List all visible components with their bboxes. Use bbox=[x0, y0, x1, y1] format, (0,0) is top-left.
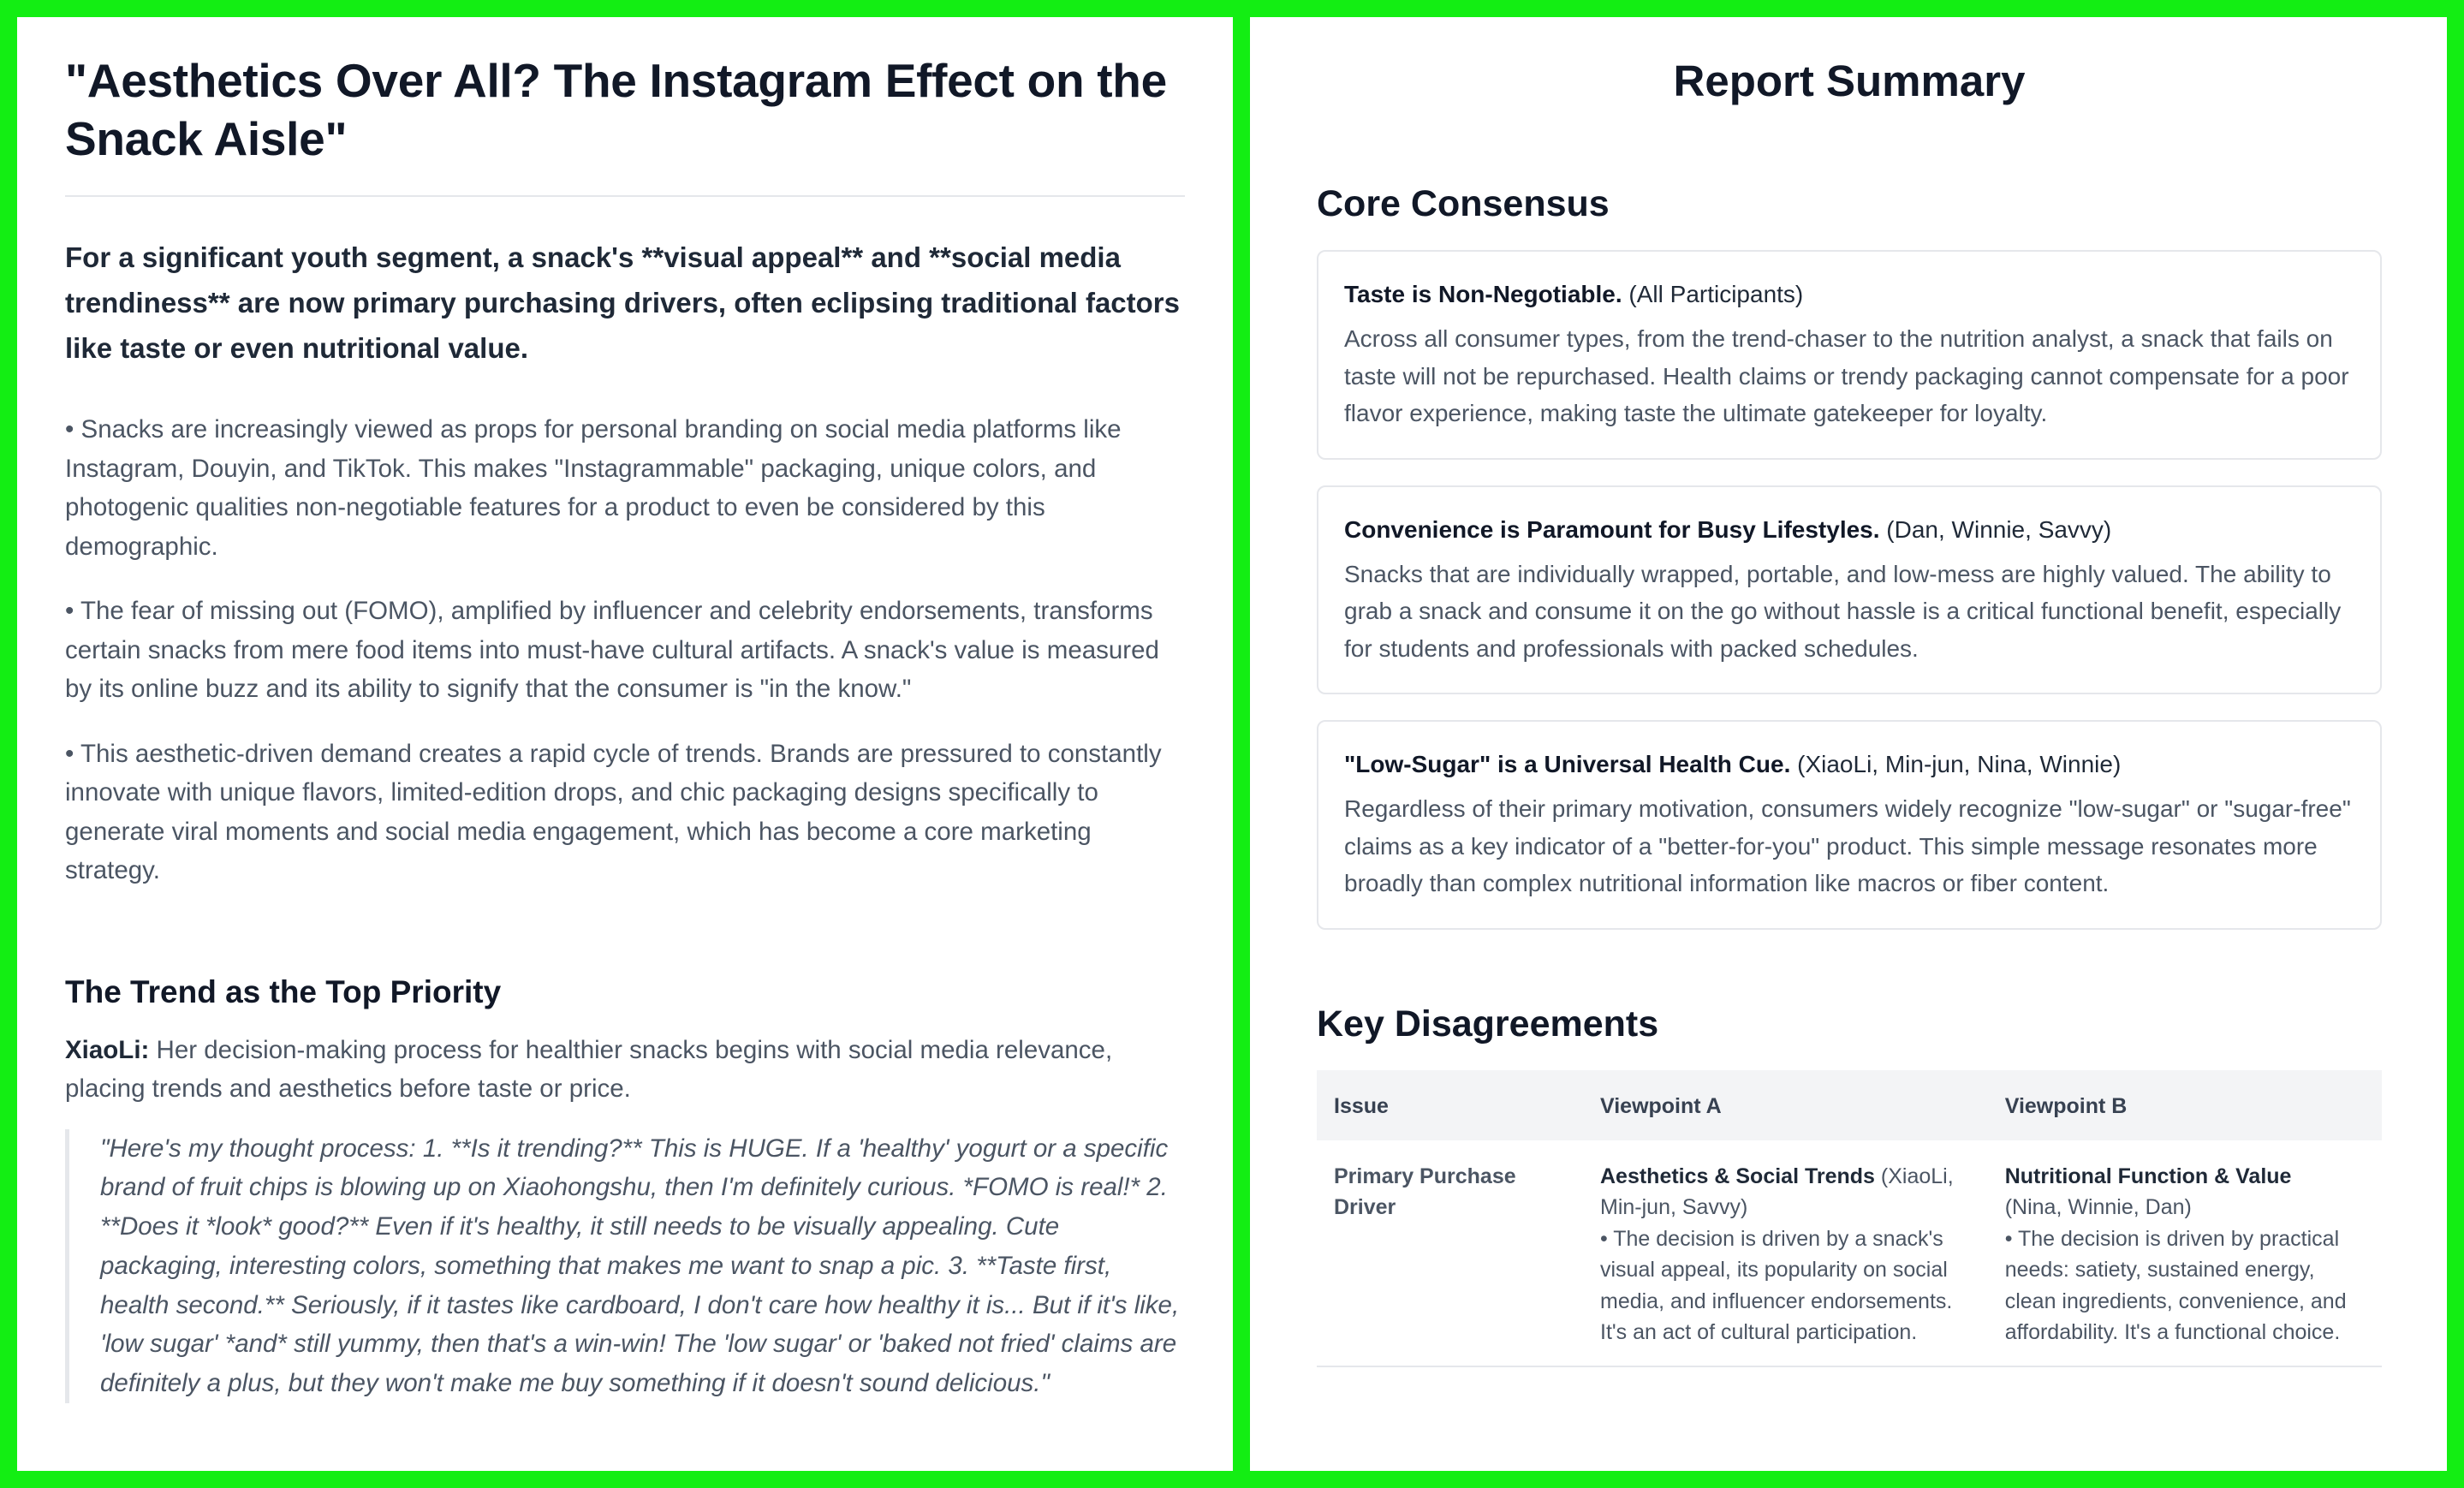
summary-panel bbox=[1250, 17, 2447, 1471]
consensus-card bbox=[1317, 485, 2382, 695]
viewpoint-a-cell bbox=[1583, 1140, 1988, 1366]
disagreements-heading: Key Disagreements bbox=[1317, 1003, 1659, 1045]
consensus-card bbox=[1317, 720, 2382, 930]
section-heading: The Trend as the Top Priority bbox=[65, 973, 502, 1009]
table-header-row bbox=[1317, 1070, 2382, 1140]
bullet-point: • Snacks are increasingly viewed as props for personal branding on social media platforms like Instagram, Douyin, and TikTok. This makes "Instagrammable" packaging, unique colors, and photogenic qualities non-negotiable features for a product to even be considered by this demographic. bbox=[65, 415, 1122, 561]
consensus-card-header bbox=[1344, 277, 2354, 312]
viewpoint-b-body: • The decision is driven by practical needs: satiety, sustained energy, clean ingredients, convenience, and affordability. It's a functional choice. bbox=[2004, 1226, 2347, 1344]
consensus-title: "Low-Sugar" is a Universal Health Cue. bbox=[1344, 751, 1791, 777]
consensus-title: Convenience is Paramount for Busy Lifestyles. bbox=[1344, 515, 1880, 543]
speaker-name: XiaoLi: bbox=[65, 1035, 150, 1064]
article-title: "Aesthetics Over All? The Instagram Effect on the Snack Aisle" bbox=[65, 54, 1167, 165]
issue-cell: Primary Purchase Driver bbox=[1317, 1140, 1583, 1366]
consensus-participants: (XiaoLi, Min-jun, Nina, Winnie) bbox=[1790, 751, 2122, 777]
consensus-participants: (Dan, Winnie, Savvy) bbox=[1879, 515, 2112, 543]
viewpoint-a-body: • The decision is driven by a snack's visual appeal, its popularity on social media, and influencer endorsements. It's an act of cultural participation. bbox=[1600, 1226, 1953, 1344]
bullet-point: • The fear of missing out (FOMO), amplified by influencer and celebrity endorsements, transforms certain snacks from mere food items into must-have cultural artifacts. A snack's value is measured by its online buzz and its ability to signify that the consumer is "in the know." bbox=[65, 597, 1159, 703]
disagreements-table bbox=[1317, 1070, 2382, 1367]
consensus-card-header bbox=[1344, 513, 2354, 547]
article-lead: For a significant youth segment, a snack's **visual appeal** and **social media trendiness** are now primary purchasing drivers, often eclipsing traditional factors like taste or even nutritional value. bbox=[65, 241, 1181, 364]
speaker-quote: "Here's my thought process: 1. **Is it trending?** This is HUGE. If a 'healthy' yogurt or a specific brand of fruit chips is blowing up on Xiaohongshu, then I'm definitely curious. *FOMO is real!* 2. **Does it *look* good?** Even if it's healthy, it still needs to be visually appealing. Cute packaging, interesting colors, something that makes me want to snap a pic. 3. **Taste first, health second.** Seriously, if it tastes like cardboard, I don't care how healthy it is... But if it's like, 'low sugar' *and* still yummy, then that's a win-win! The 'low sugar' or 'baked not fried' claims are definitely a plus, but they won't make me buy something if it doesn't sound delicious." bbox=[65, 1129, 1185, 1404]
consensus-card bbox=[1317, 250, 2382, 460]
table-row bbox=[1317, 1140, 2382, 1366]
speaker-text: Her decision-making process for healthier snacks begins with social media relevance, placing trends and aesthetics before taste or price. bbox=[65, 1035, 1113, 1103]
consensus-heading: Core Consensus bbox=[1317, 183, 1610, 224]
consensus-participants: (All Participants) bbox=[1622, 281, 1804, 307]
consensus-title: Taste is Non-Negotiable. bbox=[1344, 281, 1622, 307]
viewpoint-a-participants: (XiaoLi, Min-jun, Savvy) bbox=[1600, 1164, 1954, 1219]
bullet-point: • This aesthetic-driven demand creates a rapid cycle of trends. Brands are pressured to constantly innovate with unique flavors, limited-edition drops, and chic packaging designs specifically to generate viral moments and social media engagement, which has become a core marketing strategy. bbox=[65, 739, 1162, 884]
viewpoint-b-title: Nutritional Function & Value bbox=[2004, 1164, 2292, 1188]
column-header-issue: Issue bbox=[1317, 1070, 1583, 1140]
summary-title: Report Summary bbox=[1673, 57, 2026, 105]
article-panel bbox=[17, 17, 1233, 1471]
viewpoint-b-cell bbox=[1988, 1140, 2382, 1366]
speaker-summary bbox=[65, 1031, 1185, 1109]
consensus-card-header bbox=[1344, 747, 2354, 782]
viewpoint-a-title: Aesthetics & Social Trends bbox=[1600, 1164, 1875, 1188]
consensus-body: Regardless of their primary motivation, consumers widely recognize "low-sugar" or "sugar-free" claims as a key indicator of a "better-for-you" product. This simple message resonates more broadly than complex nutritional information like macros or fiber content. bbox=[1344, 795, 2351, 896]
column-header-viewpoint-b: Viewpoint B bbox=[1988, 1070, 2382, 1140]
consensus-body: Snacks that are individually wrapped, portable, and low-mess are highly valued. The ability to grab a snack and consume it on the go without hassle is a critical functional benefit, especially for students and professionals with packed schedules. bbox=[1344, 560, 2342, 662]
column-header-viewpoint-a: Viewpoint A bbox=[1583, 1070, 1988, 1140]
title-divider bbox=[65, 195, 1185, 197]
viewpoint-b-participants: (Nina, Winnie, Dan) bbox=[2004, 1195, 2192, 1219]
consensus-body: Across all consumer types, from the trend-chaser to the nutrition analyst, a snack that fails on taste will not be repurchased. Health claims or trendy packaging cannot compensate for a poor flavor experience, making taste the ultimate gatekeeper for loyalty. bbox=[1344, 325, 2349, 426]
